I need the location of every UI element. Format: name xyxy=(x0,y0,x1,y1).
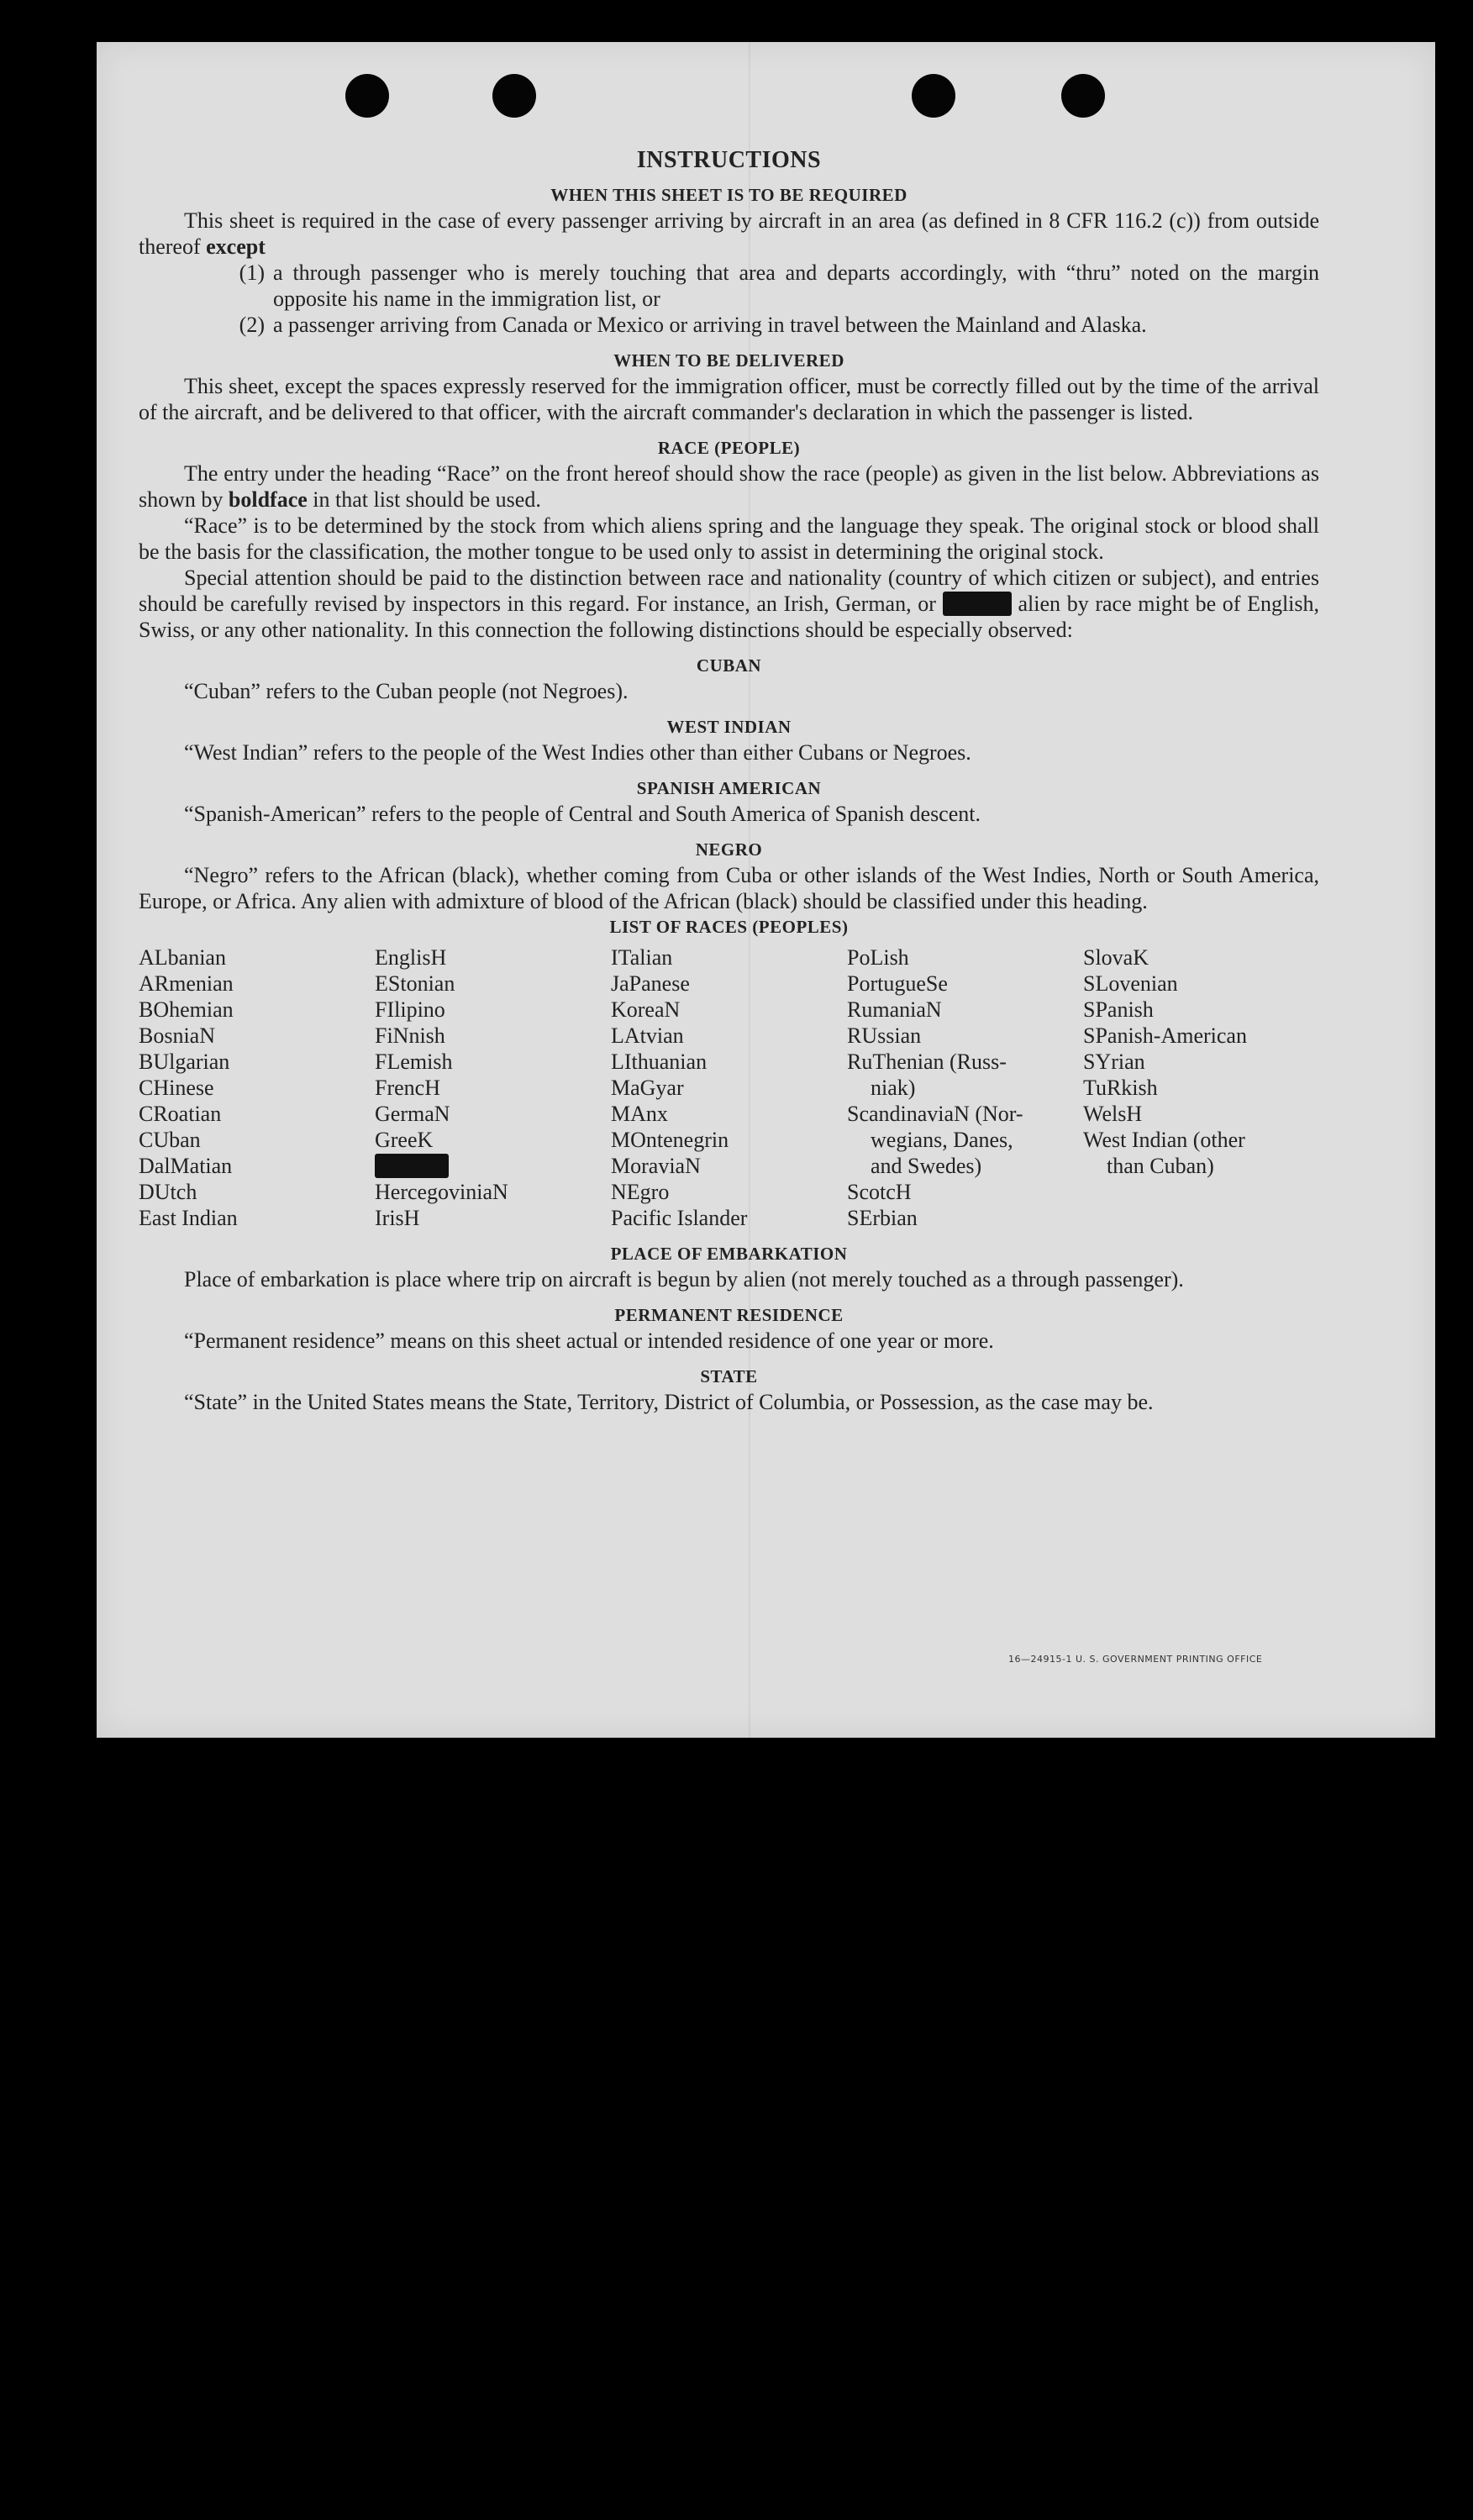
negro-text: “Negro” refers to the African (black), whether coming from Cuba or other islands of the West Indies, North or South America, Europe, or Africa. Any alien with admixture of blood of the African (black) should be classified under this heading. xyxy=(139,863,1319,913)
race-entry: BUlgarian xyxy=(139,1050,230,1074)
race-entry: GreeK xyxy=(375,1128,434,1152)
race-entry: SLovenian xyxy=(1083,971,1178,996)
race-entry: wegians, Danes, xyxy=(871,1128,1013,1152)
section-heading-required: WHEN THIS SHEET IS TO BE REQUIRED xyxy=(550,185,907,205)
cuban-text: “Cuban” refers to the Cuban people (not Negroes). xyxy=(184,679,629,703)
race-entry: EnglisH xyxy=(375,945,447,970)
section-heading-race: RACE (PEOPLE) xyxy=(657,438,801,458)
race-entry: CRoatian xyxy=(139,1102,222,1126)
race-entry: LIthuanian xyxy=(611,1050,708,1074)
race-entry: BOhemian xyxy=(139,997,234,1022)
race-entry: MoraviaN xyxy=(611,1154,701,1178)
section-heading-west-indian: WEST INDIAN xyxy=(666,717,792,737)
race-entry: ScotcH xyxy=(847,1180,912,1204)
permanent-residence-text: “Permanent residence” means on this sheet actual or intended residence of one year or more. xyxy=(184,1328,994,1353)
race-entry: Pacific Islander xyxy=(611,1206,748,1230)
document-page xyxy=(97,42,1435,1738)
race-entry: DUtch xyxy=(139,1180,197,1204)
delivered-text: This sheet, except the spaces expressly reserved for the immigration officer, must be correctly filled out by the time of the arrival of the aircraft, and be delivered to that officer, with the aircraft commander's declaration in which the passenger is listed. xyxy=(139,374,1319,424)
race-entry: ITalian xyxy=(611,945,673,970)
race-entry: SPanish-American xyxy=(1083,1023,1247,1048)
races-column xyxy=(611,944,847,1231)
section-heading-embarkation: PLACE OF EMBARKATION xyxy=(610,1244,848,1264)
race-entry: MOntenegrin xyxy=(611,1128,729,1152)
races-column xyxy=(847,944,1083,1231)
section-heading-permanent-residence: PERMANENT RESIDENCE xyxy=(614,1305,844,1325)
race-entry: IrisH xyxy=(375,1206,420,1230)
race-entry: DalMatian xyxy=(139,1154,233,1178)
race-entry: FIlipino xyxy=(375,997,445,1022)
punch-hole xyxy=(912,74,955,118)
race-entry: LAtvian xyxy=(611,1023,684,1048)
race-entry: RUssian xyxy=(847,1023,922,1048)
race-entry: TuRkish xyxy=(1083,1076,1158,1100)
exception-item: (2) a passenger arriving from Canada or Mexico or arriving in travel between the Mainland and Alaska. xyxy=(239,313,1147,337)
race-entry: West Indian (other xyxy=(1083,1128,1245,1152)
exception-item: (1) a through passenger who is merely touching that area and departs accordingly, with “thru” noted on the margin opposite his name in the immigration list, or xyxy=(239,260,1319,311)
section-heading-races-list: LIST OF RACES (PEOPLES) xyxy=(609,917,849,937)
race-entry: than Cuban) xyxy=(1107,1154,1214,1178)
race-entry: PoLish xyxy=(847,945,909,970)
race-entry: SYrian xyxy=(1083,1050,1145,1074)
races-column xyxy=(1083,944,1319,1231)
punch-hole xyxy=(1061,74,1105,118)
punch-hole xyxy=(492,74,536,118)
embarkation-text: Place of embarkation is place where trip on aircraft is begun by alien (not merely touched as a through passenger). xyxy=(184,1267,1184,1292)
race-paragraph: Special attention should be paid to the distinction between race and nationality (country of which citizen or subject), and entries should be carefully revised by inspectors in this regard. For instance, an Irish, German, or alien by race might be of English, Swiss, or any other nationality. In this connection the following distinctions should be especially observed: xyxy=(139,566,1320,642)
race-entry: FrencH xyxy=(375,1076,440,1100)
race-entry: FiNnish xyxy=(375,1023,445,1048)
section-heading-cuban: CUBAN xyxy=(696,655,762,676)
punch-hole xyxy=(345,74,389,118)
races-column xyxy=(139,944,375,1231)
races-list xyxy=(139,944,1319,1231)
page-title: INSTRUCTIONS xyxy=(636,147,822,173)
struck-out-word xyxy=(943,592,1012,616)
race-entry: ScandinaviaN (Nor- xyxy=(847,1102,1023,1126)
race-entry: RumaniaN xyxy=(847,997,942,1022)
race-entry: EStonian xyxy=(375,971,455,996)
instructions-body xyxy=(139,147,1319,1415)
printing-office-footer: 16—24915-1 U. S. GOVERNMENT PRINTING OFFICE xyxy=(1008,1654,1263,1665)
section-heading-negro: NEGRO xyxy=(695,839,763,860)
race-entry: niak) xyxy=(871,1076,916,1100)
race-entry: CHinese xyxy=(139,1076,214,1100)
race-entry: BosniaN xyxy=(139,1023,215,1048)
race-entry: HercegoviniaN xyxy=(375,1180,508,1204)
race-entry: GermaN xyxy=(375,1102,450,1126)
state-text: “State” in the United States means the State, Territory, District of Columbia, or Possession, as the case may be. xyxy=(184,1390,1154,1414)
race-entry: ALbanian xyxy=(139,945,226,970)
required-intro: This sheet is required in the case of every passenger arriving by aircraft in an area (as defined in 8 CFR 116.2 (c)) from outside thereof except xyxy=(139,208,1319,259)
spanish-american-text: “Spanish-American” refers to the people of Central and South America of Spanish descent. xyxy=(184,802,981,826)
race-entry: ARmenian xyxy=(139,971,234,996)
race-entry: FLemish xyxy=(375,1050,453,1074)
section-heading-spanish-american: SPANISH AMERICAN xyxy=(636,778,822,798)
race-entry: RuThenian (Russ- xyxy=(847,1050,1007,1074)
section-heading-delivered: WHEN TO BE DELIVERED xyxy=(613,350,844,371)
race-entry: MAnx xyxy=(611,1102,668,1126)
west-indian-text: “West Indian” refers to the people of the West Indies other than either Cubans or Negroes. xyxy=(184,740,971,765)
race-entry: SPanish xyxy=(1083,997,1154,1022)
race-entry: KoreaN xyxy=(611,997,681,1022)
race-paragraph: “Race” is to be determined by the stock from which aliens spring and the language they speak. The original stock or blood shall be the basis for the classification, the mother tongue to be used only to assist in determining the original stock. xyxy=(139,513,1319,564)
race-entry-struck xyxy=(375,1153,611,1179)
race-entry: and Swedes) xyxy=(871,1154,982,1178)
race-paragraph: The entry under the heading “Race” on the front hereof should show the race (people) as given in the list below. Abbreviations as shown by boldface in that list should be used. xyxy=(139,461,1319,512)
race-entry: WelsH xyxy=(1083,1102,1143,1126)
race-entry: CUban xyxy=(139,1128,201,1152)
race-entry: PortugueSe xyxy=(847,971,948,996)
section-heading-state: STATE xyxy=(700,1366,758,1386)
races-column xyxy=(375,944,611,1231)
race-entry: SErbian xyxy=(847,1206,918,1230)
race-entry: SlovaK xyxy=(1083,945,1149,970)
race-entry: MaGyar xyxy=(611,1076,684,1100)
race-entry: JaPanese xyxy=(611,971,690,996)
race-entry: NEgro xyxy=(611,1180,670,1204)
race-entry: East Indian xyxy=(139,1206,238,1230)
